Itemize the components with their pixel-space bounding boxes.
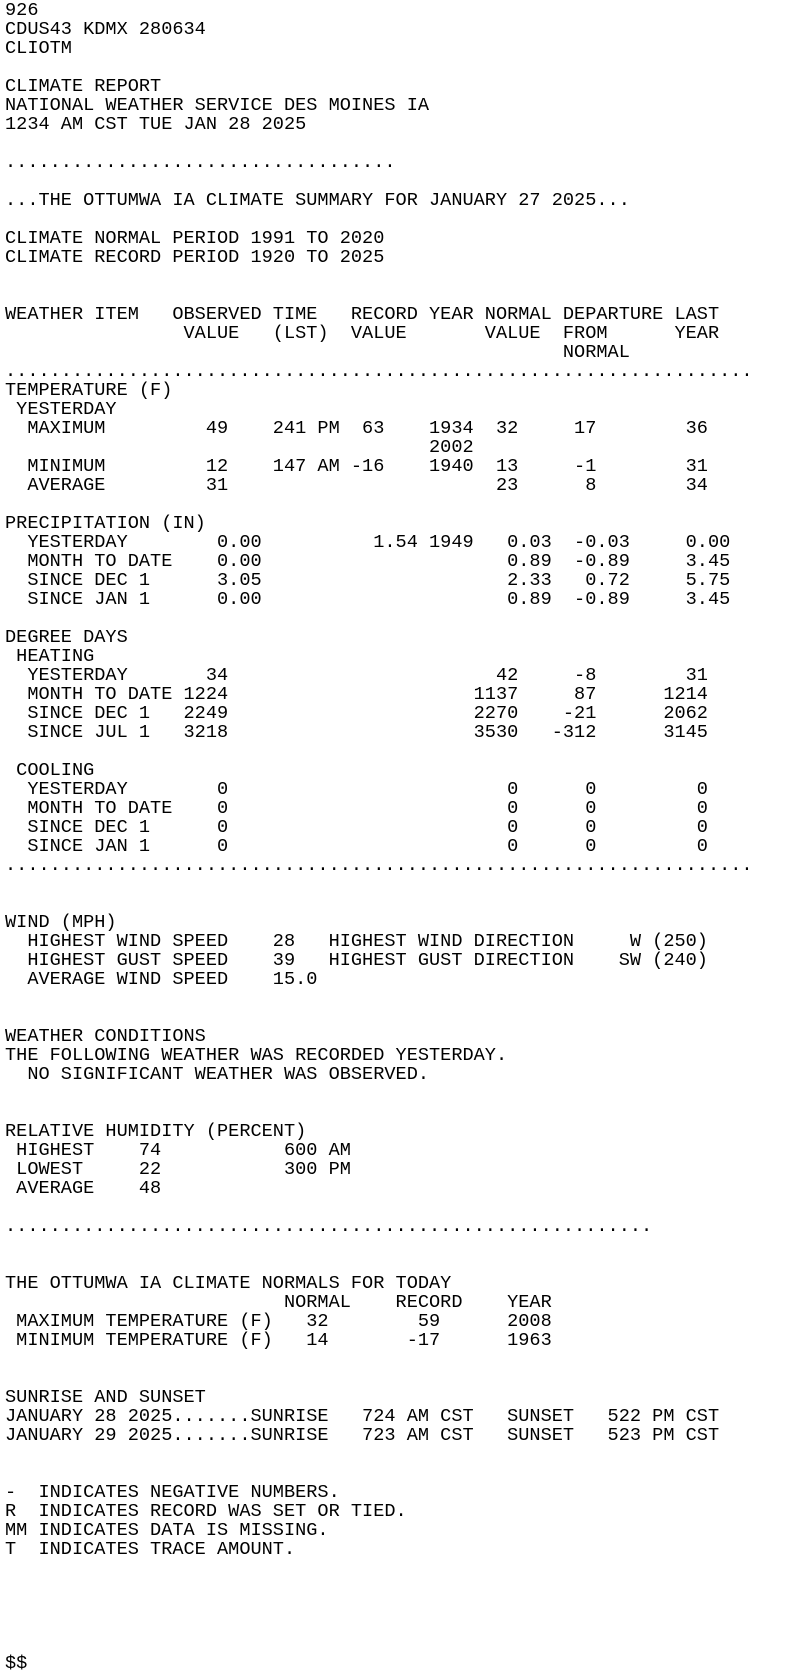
report-line <box>5 894 810 913</box>
report-line: ...THE OTTUMWA IA CLIMATE SUMMARY FOR JANUARY 27 2025... <box>5 190 630 211</box>
report-line <box>5 210 810 229</box>
report-line: ................................................................... <box>5 855 753 876</box>
report-line: AVERAGE 31 23 8 34 <box>5 475 708 496</box>
report-line: SINCE DEC 1 3.05 2.33 0.72 5.75 <box>5 570 731 591</box>
report-line: MONTH TO DATE 0.00 0.89 -0.89 3.45 <box>5 551 731 572</box>
report-line: MM INDICATES DATA IS MISSING. <box>5 1520 329 1541</box>
report-line <box>5 1464 810 1483</box>
report-line: SUNRISE AND SUNSET <box>5 1387 206 1408</box>
report-line <box>5 742 810 761</box>
report-line: HIGHEST WIND SPEED 28 HIGHEST WIND DIRECTION W (250) <box>5 931 708 952</box>
report-line: 1234 AM CST TUE JAN 28 2025 <box>5 114 307 135</box>
report-line <box>5 267 810 286</box>
report-line: 2002 <box>5 437 474 458</box>
report-line: HIGHEST 74 600 AM <box>5 1140 351 1161</box>
report-line: DEGREE DAYS <box>5 627 128 648</box>
report-line: NORMAL RECORD YEAR <box>5 1292 552 1313</box>
report-line <box>5 1559 810 1578</box>
report-line: NORMAL <box>5 342 630 363</box>
report-line: SINCE JAN 1 0.00 0.89 -0.89 3.45 <box>5 589 731 610</box>
report-line <box>5 1084 810 1103</box>
report-line: PRECIPITATION (IN) <box>5 513 206 534</box>
report-line <box>5 1578 810 1597</box>
report-line: CLIMATE REPORT <box>5 76 162 97</box>
report-line: NO SIGNIFICANT WEATHER WAS OBSERVED. <box>5 1064 430 1085</box>
report-line: CLIOTM <box>5 38 72 59</box>
report-line: CLIMATE RECORD PERIOD 1920 TO 2025 <box>5 247 385 268</box>
report-line: - INDICATES NEGATIVE NUMBERS. <box>5 1482 340 1503</box>
report-line: .......................................................... <box>5 1216 653 1237</box>
report-line: TEMPERATURE (F) <box>5 380 173 401</box>
report-line <box>5 1008 810 1027</box>
report-line <box>5 1255 810 1274</box>
report-line <box>5 1597 810 1616</box>
report-line <box>5 172 810 191</box>
report-line <box>5 495 810 514</box>
report-line <box>5 286 810 305</box>
report-line: JANUARY 28 2025.......SUNRISE 724 AM CST SUNSET 522 PM CST <box>5 1406 720 1427</box>
report-line: CLIMATE NORMAL PERIOD 1991 TO 2020 <box>5 228 385 249</box>
report-line: COOLING <box>5 760 95 781</box>
report-line <box>5 1103 810 1122</box>
report-line: $$ <box>5 1653 28 1674</box>
report-line: HIGHEST GUST SPEED 39 HIGHEST GUST DIRECTION SW (240) <box>5 950 708 971</box>
report-line: RELATIVE HUMIDITY (PERCENT) <box>5 1121 307 1142</box>
report-line: CDUS43 KDMX 280634 <box>5 19 206 40</box>
report-line: ................................................................... <box>5 361 753 382</box>
report-line: YESTERDAY 34 42 -8 31 <box>5 665 708 686</box>
report-line: ................................... <box>5 152 396 173</box>
report-line <box>5 989 810 1008</box>
report-line: SINCE JAN 1 0 0 0 0 <box>5 836 708 857</box>
report-line: MAXIMUM 49 241 PM 63 1934 32 17 36 <box>5 418 708 439</box>
report-line: MONTH TO DATE 1224 1137 87 1214 <box>5 684 708 705</box>
report-line <box>5 875 810 894</box>
report-line: VALUE (LST) VALUE VALUE FROM YEAR <box>5 323 720 344</box>
report-line: YESTERDAY 0.00 1.54 1949 0.03 -0.03 0.00 <box>5 532 731 553</box>
report-line: R INDICATES RECORD WAS SET OR TIED. <box>5 1501 407 1522</box>
report-line <box>5 1445 810 1464</box>
report-line <box>5 1635 810 1654</box>
report-line: YESTERDAY 0 0 0 0 <box>5 779 708 800</box>
report-line: 926 <box>5 0 39 21</box>
report-line: NATIONAL WEATHER SERVICE DES MOINES IA <box>5 95 430 116</box>
report-line: WEATHER ITEM OBSERVED TIME RECORD YEAR NORMAL DEPARTURE LAST <box>5 304 720 325</box>
report-line: THE FOLLOWING WEATHER WAS RECORDED YESTERDAY. <box>5 1045 508 1066</box>
report-line: T INDICATES TRACE AMOUNT. <box>5 1539 296 1560</box>
report-line: THE OTTUMWA IA CLIMATE NORMALS FOR TODAY <box>5 1273 452 1294</box>
report-line: MINIMUM 12 147 AM -16 1940 13 -1 31 <box>5 456 708 477</box>
report-line: WIND (MPH) <box>5 912 117 933</box>
report-line: AVERAGE 48 <box>5 1178 162 1199</box>
report-line: SINCE JUL 1 3218 3530 -312 3145 <box>5 722 708 743</box>
report-line <box>5 1236 810 1255</box>
report-line: MAXIMUM TEMPERATURE (F) 32 59 2008 <box>5 1311 552 1332</box>
report-line <box>5 1369 810 1388</box>
report-line: AVERAGE WIND SPEED 15.0 <box>5 969 318 990</box>
report-line: JANUARY 29 2025.......SUNRISE 723 AM CST SUNSET 523 PM CST <box>5 1425 720 1446</box>
report-line <box>5 609 810 628</box>
report-line <box>5 1616 810 1635</box>
report-line <box>5 1198 810 1217</box>
report-line: SINCE DEC 1 2249 2270 -21 2062 <box>5 703 708 724</box>
report-line <box>5 58 810 77</box>
report-line: SINCE DEC 1 0 0 0 0 <box>5 817 708 838</box>
report-line <box>5 134 810 153</box>
report-line: HEATING <box>5 646 95 667</box>
report-line: YESTERDAY <box>5 399 117 420</box>
report-line <box>5 1350 810 1369</box>
report-line: MINIMUM TEMPERATURE (F) 14 -17 1963 <box>5 1330 552 1351</box>
report-line: LOWEST 22 300 PM <box>5 1159 351 1180</box>
report-line: MONTH TO DATE 0 0 0 0 <box>5 798 708 819</box>
report-line: WEATHER CONDITIONS <box>5 1026 206 1047</box>
